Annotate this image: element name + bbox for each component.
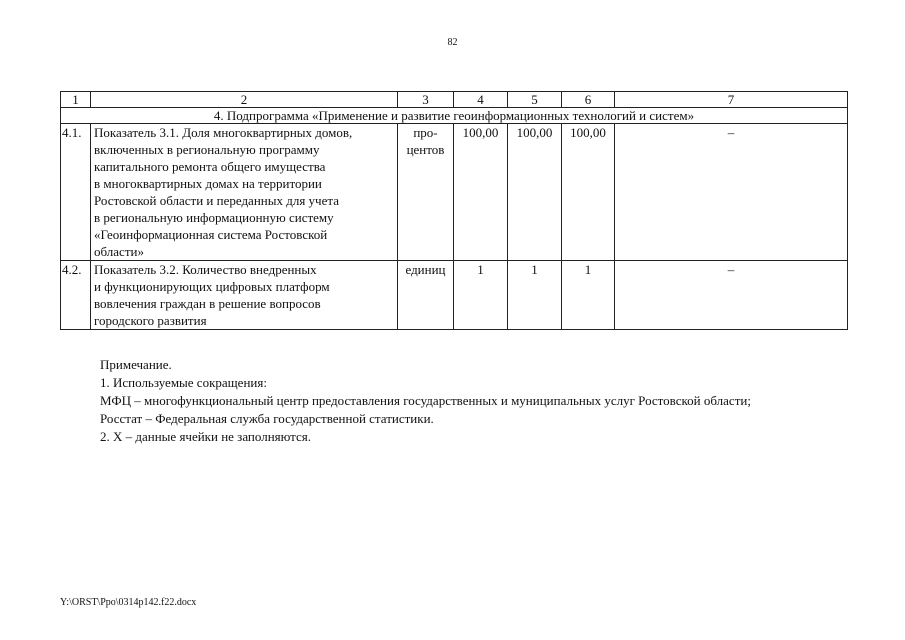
- indicator-line: городского развития: [94, 313, 207, 328]
- col-header-4: 4: [454, 92, 508, 108]
- notes-block: [60, 356, 846, 446]
- footer-file-path: Y:\ORST\Ppo\0314p142.f22.docx: [60, 597, 197, 608]
- table-row: [61, 261, 848, 330]
- value-col-6: 1: [562, 261, 615, 330]
- col-header-2: 2: [91, 92, 398, 108]
- indicator-line: Показатель 3.1. Доля многоквартирных домов,: [94, 125, 353, 140]
- section-row: [61, 108, 848, 124]
- unit-line: центов: [406, 142, 445, 157]
- value-col-7: –: [615, 261, 848, 330]
- notes-item: Росстат – Федеральная служба государственной статистики.: [100, 411, 434, 426]
- indicator-line: капитального ремонта общего имущества: [94, 159, 326, 174]
- col-header-3: 3: [398, 92, 454, 108]
- indicators-table: [60, 91, 848, 330]
- table-row: [61, 124, 848, 261]
- indicator-line: вовлечения граждан в решение вопросов: [94, 296, 321, 311]
- value-col-7: –: [615, 124, 848, 261]
- indicator-line: в региональную информационную систему: [94, 210, 334, 225]
- table-header-row: [61, 92, 848, 108]
- unit-cell: [398, 261, 454, 330]
- notes-item: МФЦ – многофункциональный центр предоставления государственных и муниципальных услуг Ростовской области;: [100, 393, 751, 408]
- col-header-1: 1: [61, 92, 91, 108]
- indicator-cell: [91, 261, 398, 330]
- page-number: 82: [447, 37, 458, 48]
- unit-line: единиц: [405, 262, 446, 277]
- section-title: 4. Подпрограмма «Применение и развитие геоинформационных технологий и систем»: [61, 108, 848, 124]
- indicator-line: в многоквартирных домах на территории: [94, 176, 322, 191]
- col-header-7: 7: [615, 92, 848, 108]
- row-number: 4.2.: [61, 261, 91, 330]
- notes-item: 2. Х – данные ячейки не заполняются.: [100, 429, 312, 444]
- indicator-cell: [91, 124, 398, 261]
- value-col-4: 100,00: [454, 124, 508, 261]
- indicator-line: включенных в региональную программу: [94, 142, 320, 157]
- indicator-line: Показатель 3.2. Количество внедренных: [94, 262, 317, 277]
- value-col-6: 100,00: [562, 124, 615, 261]
- indicator-line: «Геоинформационная система Ростовской: [94, 227, 328, 242]
- indicator-line: Ростовской области и переданных для учета: [94, 193, 339, 208]
- indicator-line: и функционирующих цифровых платформ: [94, 279, 330, 294]
- unit-cell: [398, 124, 454, 261]
- col-header-5: 5: [508, 92, 562, 108]
- value-col-4: 1: [454, 261, 508, 330]
- unit-line: про-: [413, 125, 438, 140]
- row-number: 4.1.: [61, 124, 91, 261]
- notes-heading: Примечание.: [100, 357, 172, 372]
- indicator-line: области»: [94, 244, 144, 259]
- value-col-5: 1: [508, 261, 562, 330]
- col-header-6: 6: [562, 92, 615, 108]
- value-col-5: 100,00: [508, 124, 562, 261]
- notes-item: 1. Используемые сокращения:: [100, 375, 267, 390]
